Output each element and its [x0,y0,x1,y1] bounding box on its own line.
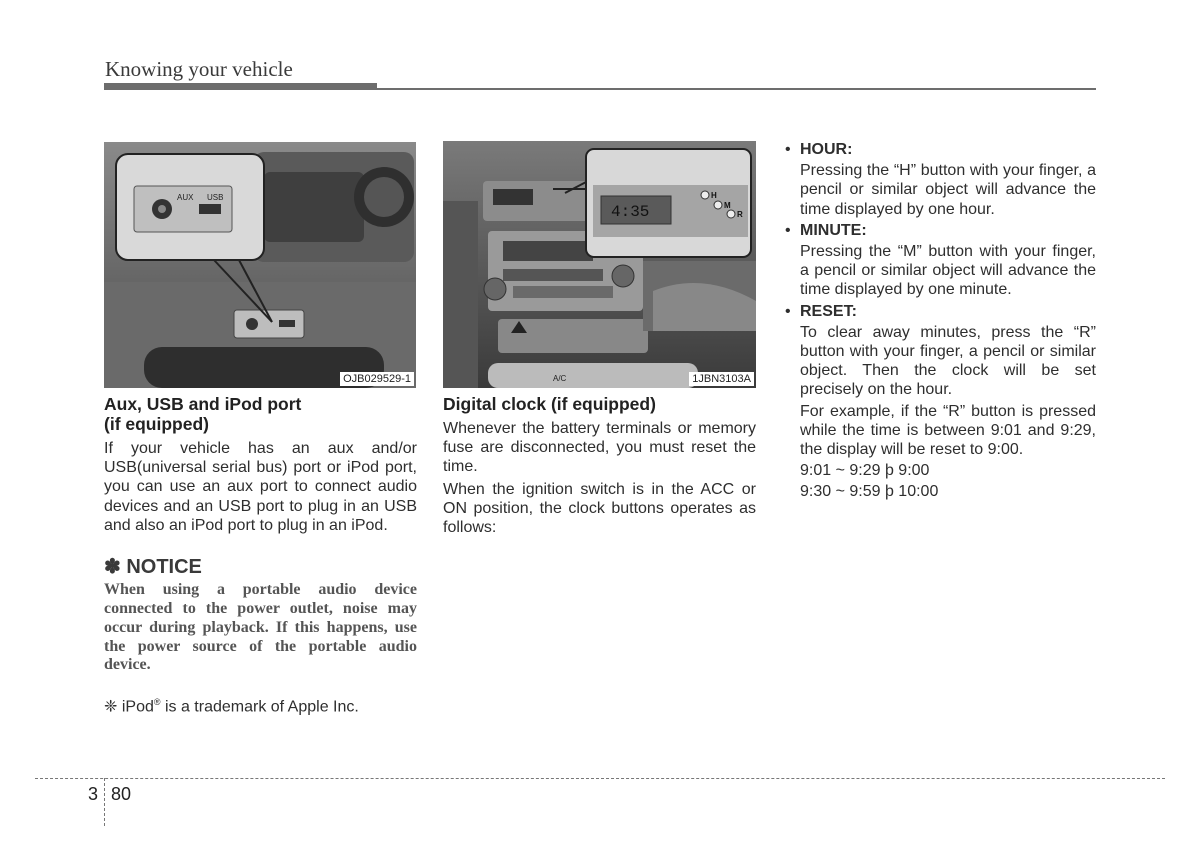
aux-label: AUX [177,193,194,202]
clock-display: 4:35 [611,203,650,221]
trademark-note [104,693,417,717]
reset-text: To clear away minutes, press the “R” button with your finger, a pencil or similar object. Then the clock will be set precisely on the hour. [800,323,1096,399]
reset-item [800,302,1096,502]
aux-usb-body: If your vehicle has an aux and/or USB(universal serial bus) port or iPod port, you can use an aux port to connect audio devices and an USB port to plug in an USB and also an iPod port to plug in an iPod. [104,440,417,534]
footer-divider [35,778,1165,779]
trademark-suffix: is a trademark of Apple Inc. [160,698,359,716]
figure-code-left: OJB029529-1 [340,372,414,386]
digital-clock-para2: When the ignition switch is in the ACC or ON position, the clock buttons operates as follows: [443,480,756,537]
usb-label: USB [207,193,224,202]
digital-clock-heading: Digital clock (if equipped) [443,394,656,414]
reset-label: • RESET: [800,302,1096,321]
digital-clock-para1: Whenever the battery terminals or memory fuse are disconnected, you must reset the time. [443,420,756,476]
page-number: 80 [111,784,132,804]
page-header-title: Knowing your vehicle [105,57,293,81]
reset-range1: 9:01 ~ 9:29 þ 9:00 [800,462,930,480]
digital-clock-figure [443,141,756,388]
btn-r-label: R [737,210,743,219]
header-rule-thick [104,83,377,90]
minute-item [800,221,1096,300]
ac-label: A/C [553,374,567,383]
aux-usb-heading-line1: Aux, USB and iPod port [104,394,302,414]
hour-text: Pressing the “H” button with your finger, a pencil or similar object will advance the time displayed by one hour. [800,162,1096,218]
column-aux-usb [104,394,417,717]
header-rule-thin [377,88,1096,90]
minute-text: Pressing the “M” button with your finger, a pencil or similar object will advance the time displayed by one minute. [800,243,1096,299]
trademark-prefix: ❈ iPod [104,698,154,716]
notice-body: When using a portable audio device connected to the power outlet, noise may occur during playback. If this happens, use the power source of the portable audio device. [104,581,417,674]
hour-item [800,140,1096,219]
btn-m-label: M [724,201,731,210]
aux-usb-figure [104,142,416,388]
aux-usb-heading [104,394,417,434]
footer-vertical-divider [104,778,105,826]
hour-label: • HOUR: [800,140,1096,159]
notice-title: ✽ NOTICE [104,556,202,579]
btn-h-label: H [711,191,717,200]
reset-range2: 9:30 ~ 9:59 þ 10:00 [800,483,939,501]
trademark-reg: ® [153,697,161,708]
figure-code-middle: 1JBN3103A [689,372,754,386]
minute-label: • MINUTE: [800,221,1096,240]
reset-example: For example, if the “R” button is pressed while the time is between 9:01 and 9:29, the display will be reset to 9:00. [800,402,1096,459]
column-clock-buttons [800,140,1096,504]
section-number: 3 [88,784,99,804]
aux-usb-heading-line2: (if equipped) [104,414,209,434]
column-digital-clock [443,394,756,540]
